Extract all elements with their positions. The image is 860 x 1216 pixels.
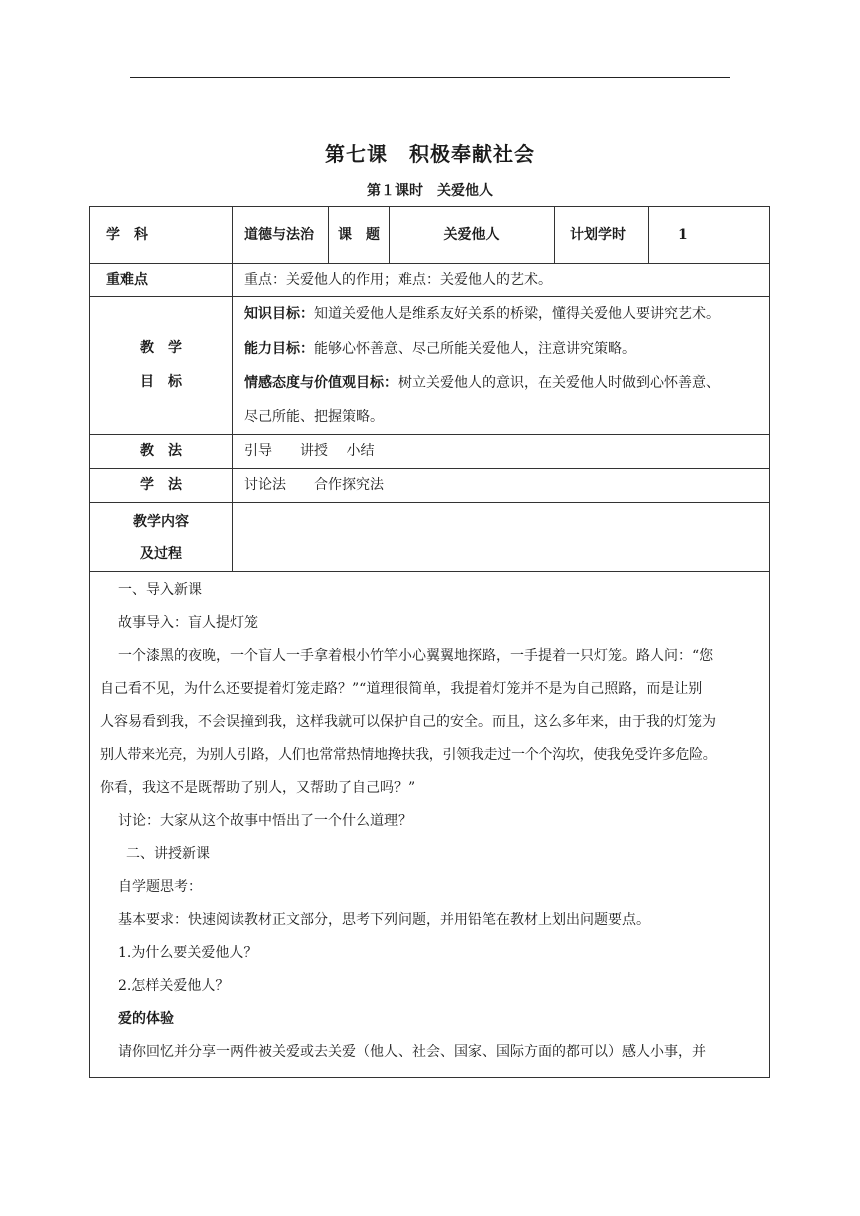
emotion-objective (244, 373, 720, 393)
topic-value: 关爱他人 (443, 227, 500, 243)
ability-objective-label: 能力目标： (244, 341, 314, 357)
discussion-question: 讨论：大家从这个故事中悟出了一个什么道理？ (118, 813, 412, 829)
key-points-value: 重点：关爱他人的作用；难点：关爱他人的艺术。 (244, 272, 552, 288)
topic-label: 课 题 (338, 227, 380, 243)
hours-label: 计划学时 (570, 227, 626, 243)
ability-objective-text: 能够心怀善意、尽己所能关爱他人，注意讲究策略。 (314, 341, 636, 357)
hours-value: 1 (678, 227, 688, 243)
love-experience-heading: 爱的体验 (118, 1011, 174, 1027)
content-process-label-2: 及过程 (140, 546, 182, 562)
lesson-plan-table (89, 206, 770, 1078)
learning-method-value: 讨论法 合作探究法 (244, 477, 384, 493)
emotion-objective-text: 树立关爱他人的意识，在关爱他人时做到心怀善意、 (398, 375, 720, 391)
learning-method-label: 学 法 (140, 477, 182, 493)
story-line: 别人带来光亮，为别人引路，人们也常常热情地搀扶我，引领我走过一个个沟坎，使我免受许多危险。 (100, 747, 717, 763)
objectives-label-1: 教 学 (140, 340, 182, 356)
story-line: 一个漆黑的夜晚，一个盲人一手拿着根小竹竿小心翼翼地探路，一手提着一只灯笼。路人问：“您 (118, 648, 714, 664)
teaching-method-value: 引导 讲授 小结 (244, 443, 375, 459)
self-study-label: 自学题思考： (118, 879, 202, 895)
lesson-body (100, 574, 762, 1069)
question-item: 1.为什么要关爱他人？ (118, 945, 258, 961)
page-title: 第七课 积极奉献社会 (325, 142, 535, 166)
subject-value: 道德与法治 (244, 227, 314, 243)
love-experience-text: 请你回忆并分享一两件被关爱或去关爱（他人、社会、国家、国际方面的都可以）感人小事，并 (118, 1044, 706, 1060)
teaching-method-label: 教 法 (140, 443, 182, 459)
section-heading: 二、讲授新课 (126, 846, 210, 862)
subject-label: 学 科 (106, 227, 148, 243)
col-divider (554, 207, 555, 263)
knowledge-objective (244, 304, 720, 324)
row-divider (90, 434, 769, 435)
content-process-label-1: 教学内容 (133, 514, 189, 530)
top-rule (130, 77, 730, 78)
objectives-label-2: 目 标 (140, 374, 182, 390)
key-points-label: 重难点 (106, 272, 148, 288)
row-divider (90, 296, 769, 297)
basic-requirement: 基本要求：快速阅读教材正文部分，思考下列问题，并用铅笔在教材上划出问题要点。 (118, 912, 650, 928)
row-divider (90, 263, 769, 264)
story-line: 自己看不见，为什么还要提着灯笼走路？”“道理很简单，我提着灯笼并不是为自己照路，而是让别 (100, 681, 703, 697)
story-intro: 故事导入：盲人提灯笼 (118, 615, 258, 631)
knowledge-objective-label: 知识目标： (244, 306, 314, 322)
ability-objective (244, 339, 636, 359)
emotion-objective-cont: 尽己所能、把握策略。 (244, 409, 384, 425)
story-line: 你看，我这不是既帮助了别人，又帮助了自己吗？” (100, 780, 416, 796)
page-subtitle: 第１课时 关爱他人 (367, 183, 493, 199)
knowledge-objective-text: 知道关爱他人是维系友好关系的桥梁，懂得关爱他人要讲究艺术。 (314, 306, 720, 322)
emotion-objective-label: 情感态度与价值观目标： (244, 375, 398, 391)
row-divider (90, 468, 769, 469)
story-line: 人容易看到我，不会误撞到我，这样我就可以保护自己的安全。而且，这么多年来，由于我的灯笼为 (100, 714, 716, 730)
col-divider (232, 207, 233, 571)
row-divider (90, 502, 769, 503)
col-divider (328, 207, 329, 263)
section-heading: 一、导入新课 (118, 582, 202, 598)
col-divider (648, 207, 649, 263)
row-divider (90, 571, 769, 572)
question-item: 2.怎样关爱他人？ (118, 978, 230, 994)
